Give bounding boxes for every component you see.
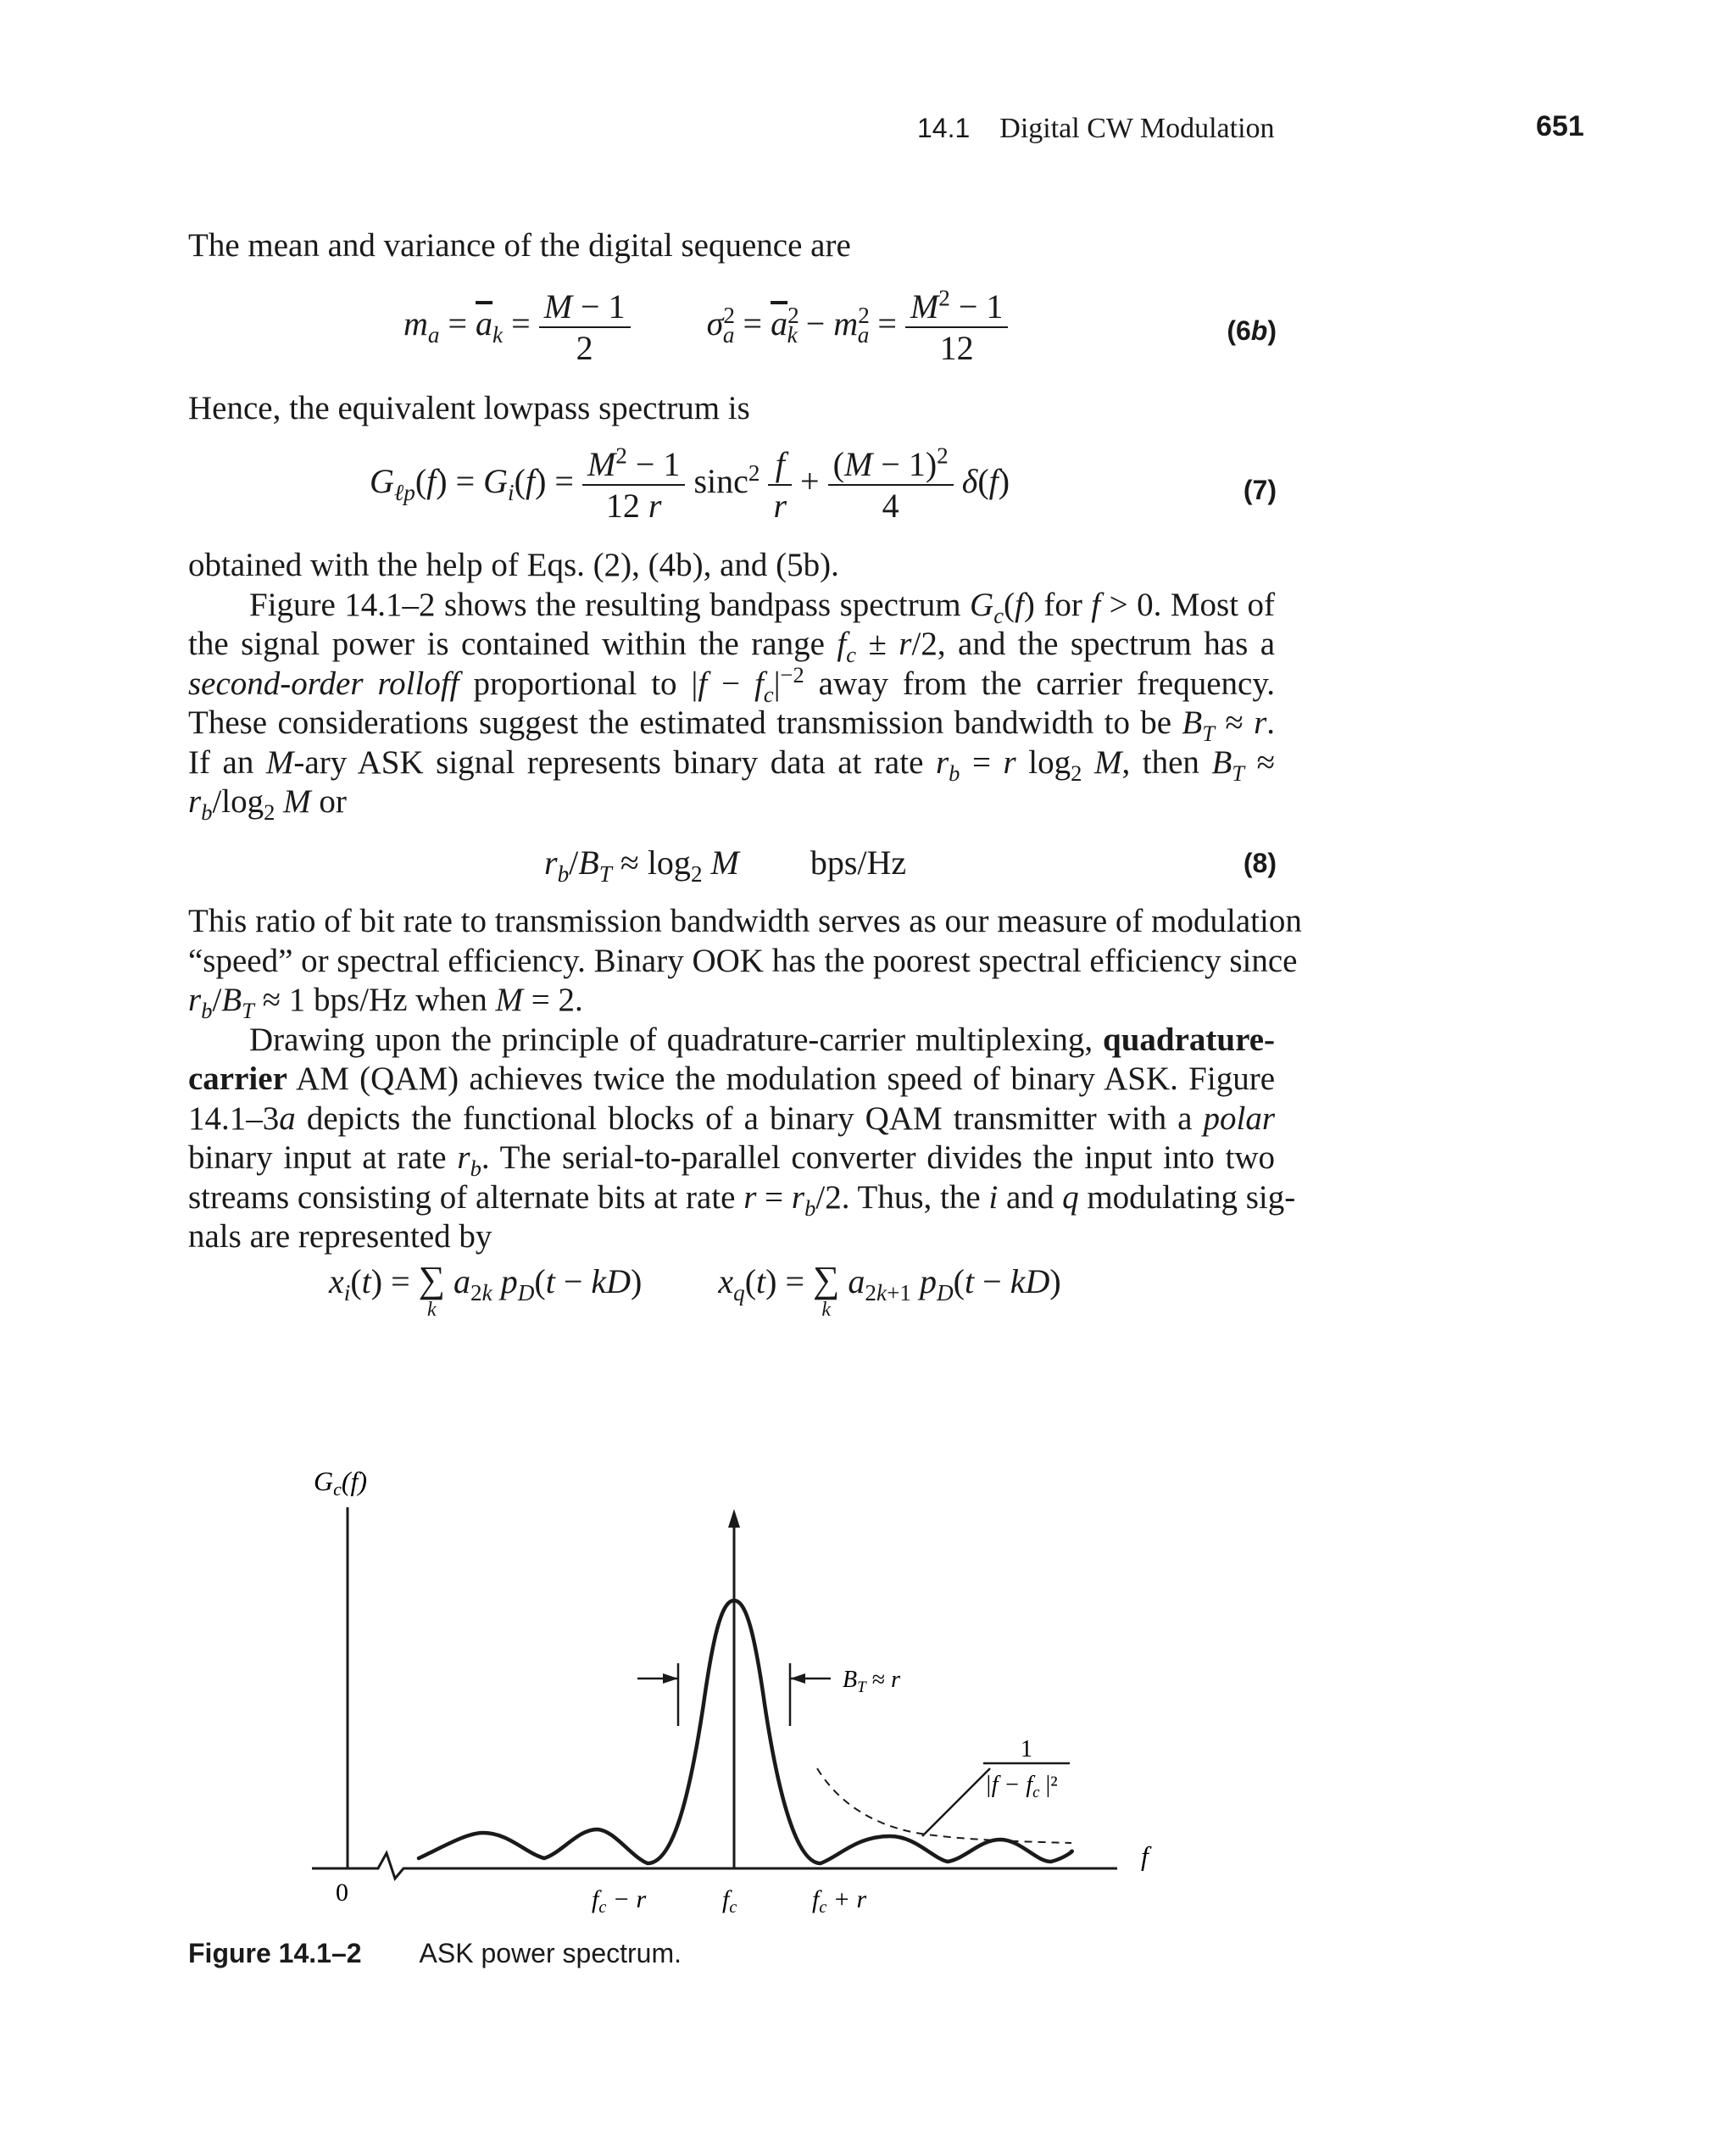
origin-label: 0 [336, 1879, 348, 1907]
rolloff-envelope [817, 1768, 1071, 1843]
caption-text: ASK power spectrum. [419, 1938, 682, 1968]
equation-8: $r_b/B_T \approx \log_2 M$ bps/Hz [544, 843, 907, 887]
text-line: second-order rolloff proportional to $|f - f_c|^{-2}$ away from the carrier frequency. [188, 661, 1276, 707]
text-line: These considerations suggest the estimated transmission bandwidth to be $B_T \approx r$. [188, 704, 1275, 746]
rolloff-leader-line [922, 1768, 990, 1836]
equation-number-6b: (6b) [1227, 315, 1277, 346]
rolloff-numerator: 1 [1021, 1736, 1032, 1762]
text-line: If an M-ary ASK signal represents binary data at rate $r_b = r$ $\log_2 M$, then $B_T$ ≈ [188, 743, 1275, 786]
x-axis-label: f [1141, 1840, 1149, 1871]
text-line: nals are represented by [188, 1218, 492, 1255]
spectrum-curve [419, 1601, 1072, 1863]
text-line: the signal power is contained within the range $f_c \pm r/2$, and the spectrum has a [188, 626, 1275, 667]
page-number: 651 [1536, 110, 1584, 142]
text-line: binary input at rate $r_b$. The serial-to-parallel converter divides the input into two [188, 1139, 1275, 1181]
paragraph-lowpass-intro: Hence, the equivalent lowpass spectrum is [188, 390, 750, 426]
carrier-arrow-head [728, 1509, 740, 1528]
bandwidth-label: $B_T \approx r$ [843, 1667, 900, 1696]
text-line: 14.1–3a depicts the functional blocks of a binary QAM transmitter with a polar [188, 1100, 1276, 1137]
tick-label-fc: $f_c$ [722, 1885, 737, 1917]
text-line: $r_b/\log_2$ M or [188, 783, 347, 825]
text-line: streams consisting of alternate bits at rate $r = r_b/2$. Thus, the i and q modulating sig- [188, 1178, 1296, 1221]
equation-7: $G_{\ell p}(f) = G_i(f)$ = $\frac{M^2 - 1}{12 r}$ sinc$^2$ $\frac{f}{r}$ + $\frac{(M - 1)^2}{4}$ δ(f) [370, 443, 1010, 525]
section-number: 14.1 [917, 113, 971, 143]
equation-number-7: (7) [1243, 475, 1277, 505]
figure-axes [312, 1507, 1117, 1879]
section-title: Digital CW Modulation [999, 113, 1275, 144]
text-line: This ratio of bit rate to transmission bandwidth serves as our measure of modulation [188, 903, 1302, 939]
equation-8-units: bps/Hz [810, 843, 907, 882]
figure-caption [188, 1938, 682, 1969]
text-line: Figure 14.1–2 shows the resulting bandpass spectrum $G_c(f)$ for f > 0. Most of [249, 586, 1276, 628]
caption-label: Figure 14.1–2 [188, 1938, 362, 1968]
text-line: obtained with the help of Eqs. (2), (4b), and (5b). [188, 547, 839, 583]
y-axis-label: Gc(f) [314, 1466, 368, 1500]
text-line: Drawing upon the principle of quadrature-carrier multiplexing, quadrature- [249, 1021, 1275, 1058]
equation-qam-signals: $x_i(t)$ = ∑ k $a_{2k}$ $p_D(t - kD) x_q(t)$ = ∑ k $a_{2k+1}$ $p_D(t - kD)$ [329, 1259, 1061, 1321]
text-line: carrier AM (QAM) achieves twice the modulation speed of binary ASK. Figure [188, 1061, 1276, 1097]
tick-label-fc-plus-r: $f_c + r$ [812, 1885, 867, 1917]
rolloff-denominator: $|f - f_c$ |² [985, 1772, 1058, 1801]
bandwidth-arrow-left [663, 1673, 678, 1684]
equation-6b: $m_a = \overline{a}_k$ = $\frac{M - 1}{2}$ $\sigma^2_a = \overline{a}^2_k - m^2_a$ = $\frac{M^2 - 1}{12}$ [403, 287, 1008, 368]
equation-number-8: (8) [1243, 848, 1277, 878]
paragraph-mean-variance: The mean and variance of the digital sequence are [188, 227, 851, 264]
x-axis [312, 1853, 1117, 1879]
text-line: $r_b/B_T \approx 1$ bps/Hz when M = 2. [188, 982, 583, 1023]
tick-label-fc-minus-r: $f_c - r$ [592, 1885, 647, 1917]
text-line: “speed” or spectral efficiency. Binary OOK has the poorest spectral efficiency since [188, 942, 1298, 979]
bandwidth-arrow-right [790, 1673, 805, 1684]
